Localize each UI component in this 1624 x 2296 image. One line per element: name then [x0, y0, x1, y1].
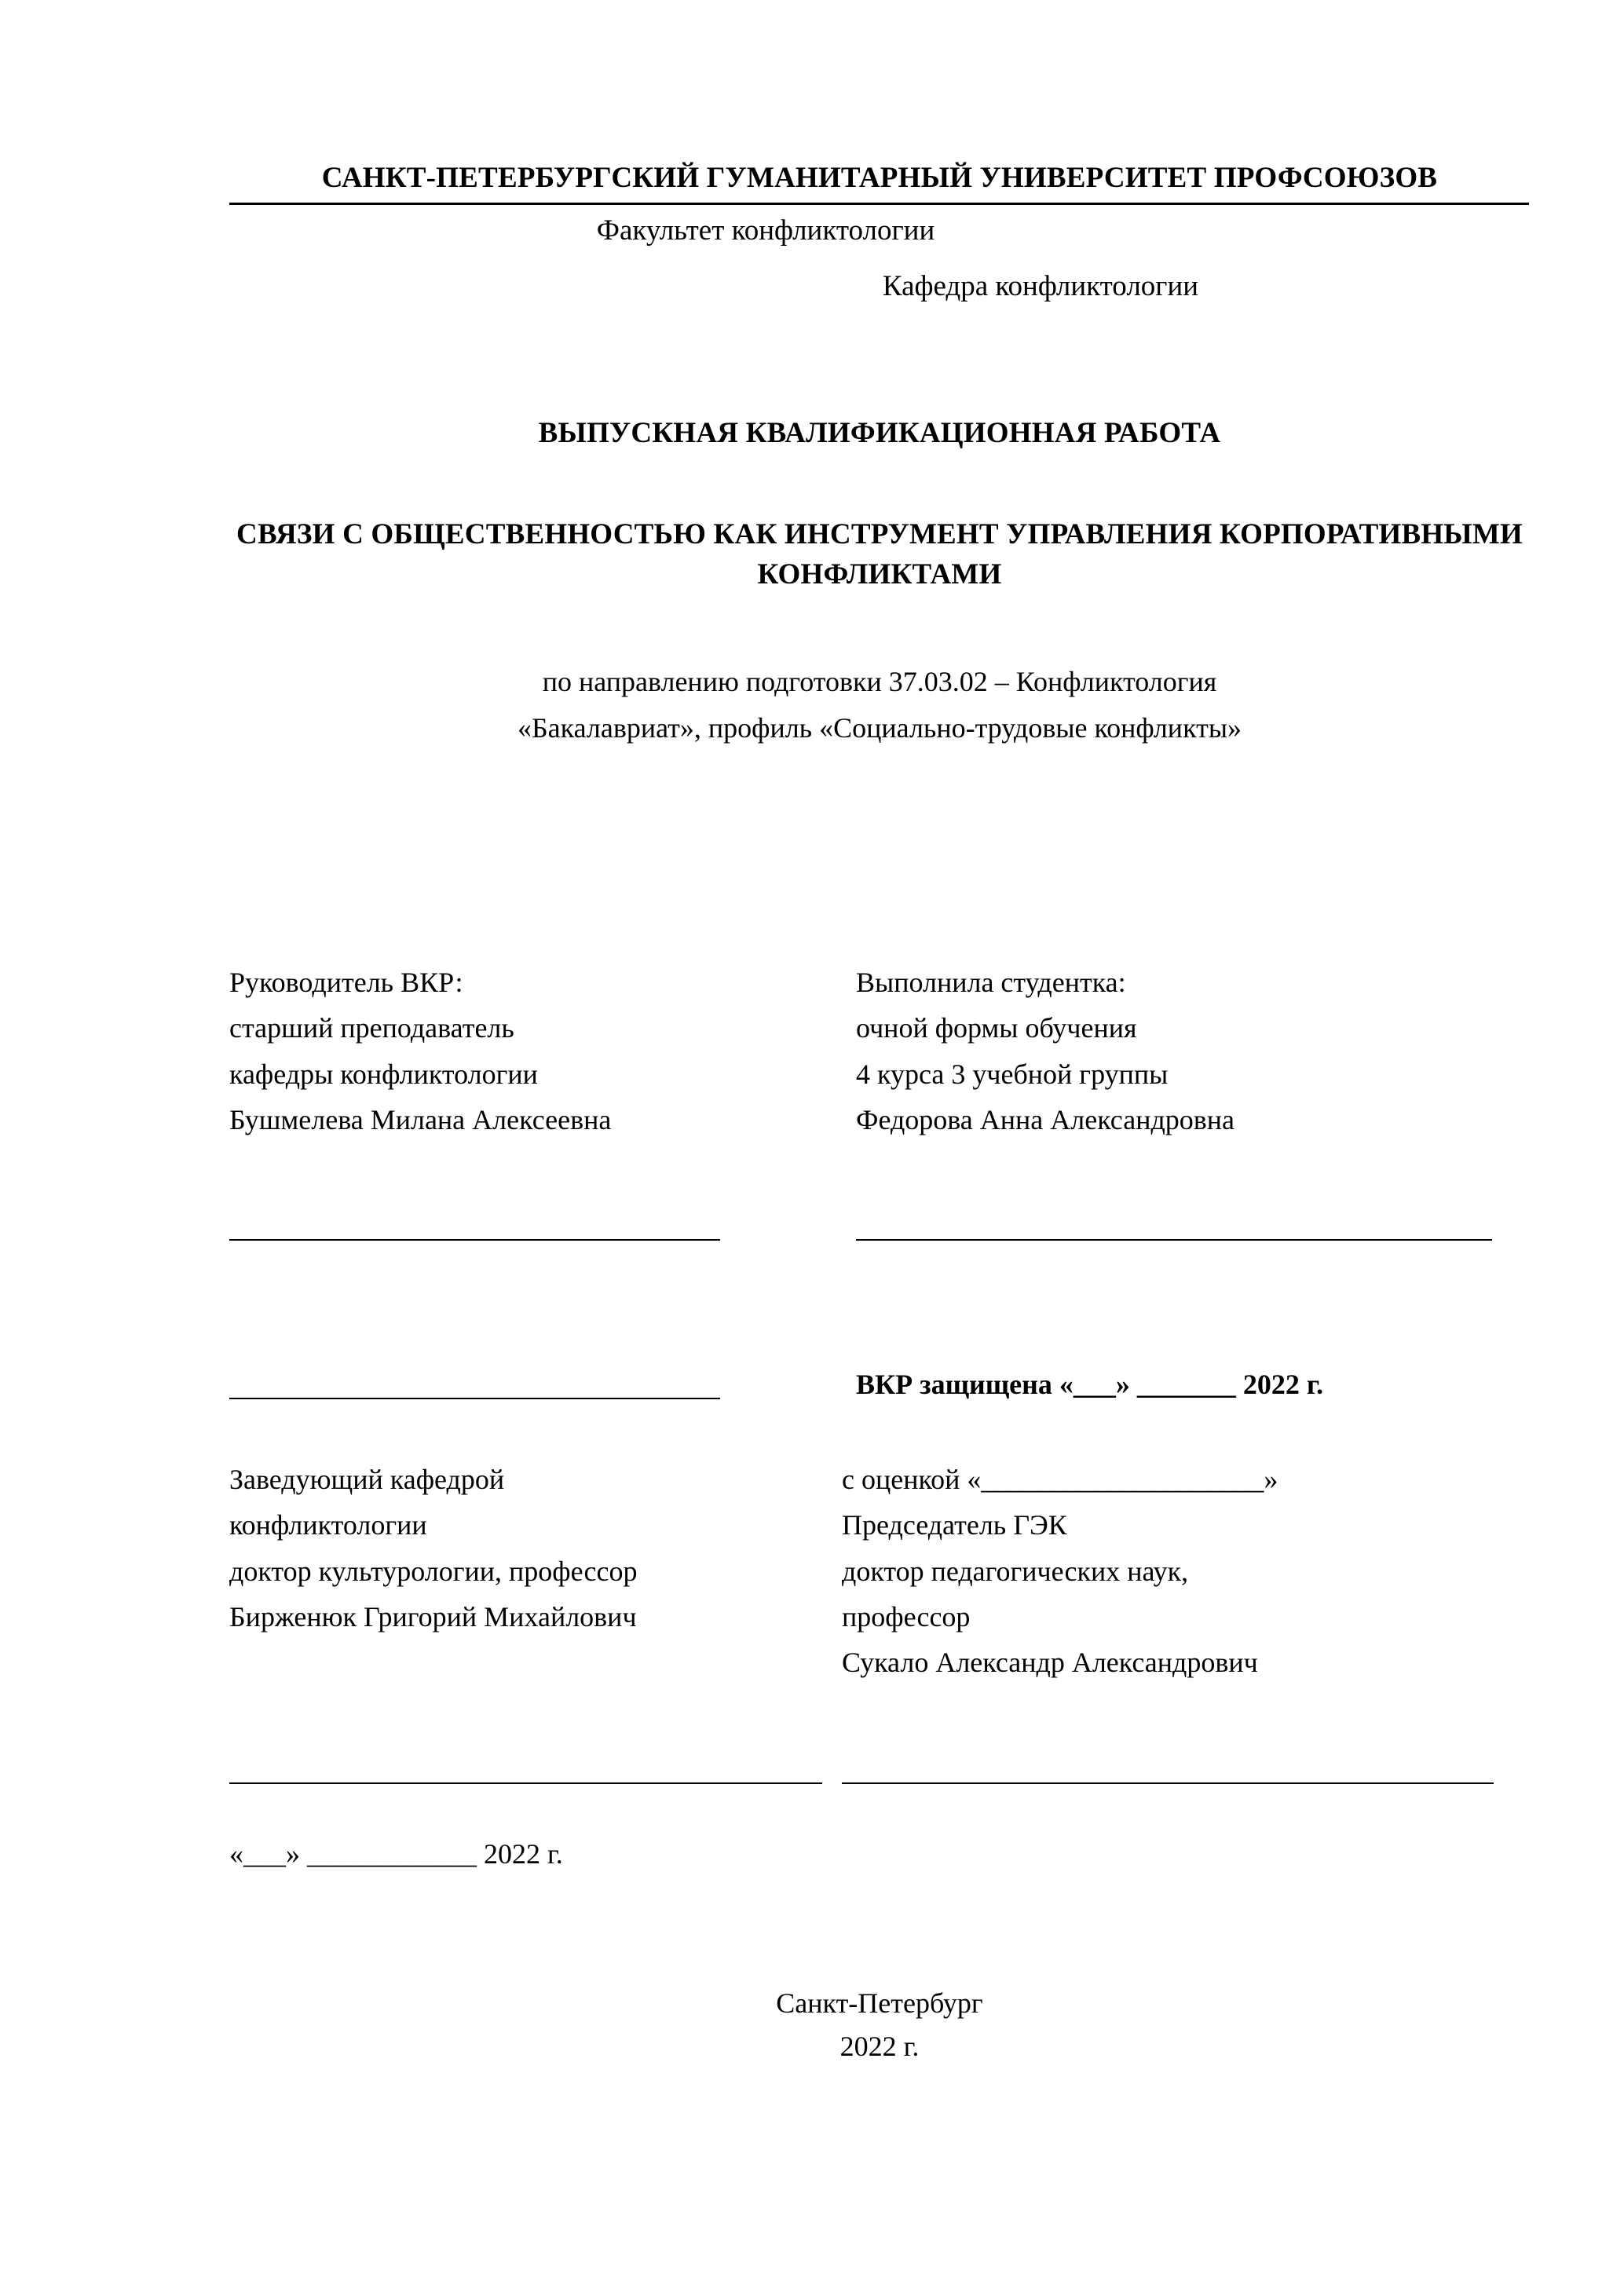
student-block — [856, 960, 1523, 1143]
city-name: Санкт-Петербург — [776, 1987, 983, 2019]
head-department: конфликтологии — [229, 1509, 427, 1541]
chair-degree-second-line: профессор — [842, 1600, 971, 1632]
signature-line-head — [229, 1398, 720, 1399]
header-divider — [229, 203, 1529, 205]
university-name: САНКТ-ПЕТЕРБУРГСКИЙ ГУМАНИТАРНЫЙ УНИВЕРСИТЕТ ПРОФСОЮЗОВ — [321, 162, 1438, 194]
head-of-department-block — [229, 1457, 826, 1640]
supervisor-role: Руководитель ВКР: — [229, 967, 463, 998]
footer-date-line: «___» ____________ 2022 г. — [229, 1838, 563, 1870]
thesis-title: СВЯЗИ С ОБЩЕСТВЕННОСТЬЮ КАК ИНСТРУМЕНТ УПРАВЛЕНИЯ КОРПОРАТИВНЫМИ КОНФЛИКТАМИ — [236, 518, 1523, 591]
head-name: Бирженюк Григорий Михайлович — [229, 1600, 637, 1632]
head-role: Заведующий кафедрой — [229, 1464, 505, 1495]
program-direction: по направлению подготовки 37.03.02 – Конфликтология — [542, 666, 1217, 697]
year: 2022 г. — [839, 2031, 920, 2062]
signature-line-chair — [842, 1782, 1494, 1784]
defense-date-line: ВКР защищена «___» _______ 2022 г. — [856, 1369, 1324, 1400]
program-profile: «Бакалавриат», профиль «Социально-трудовые конфликты» — [517, 712, 1242, 744]
commission-block — [842, 1457, 1533, 1686]
supervisor-department: кафедры конфликтологии — [229, 1058, 538, 1090]
department-name: Кафедра конфликтологии — [882, 270, 1199, 302]
chair-role: Председатель ГЭК — [842, 1509, 1067, 1541]
supervisor-position: старший преподаватель — [229, 1012, 514, 1044]
student-role: Выполнила студентка: — [856, 967, 1126, 998]
faculty-name: Факультет конфликтологии — [596, 214, 935, 247]
student-name: Федорова Анна Александровна — [856, 1103, 1235, 1135]
grade-line: с оценкой «____________________» — [842, 1464, 1278, 1495]
document-type: ВЫПУСКНАЯ КВАЛИФИКАЦИОННАЯ РАБОТА — [538, 417, 1221, 449]
supervisor-block — [229, 960, 826, 1143]
chair-degree: доктор педагогических наук, — [842, 1555, 1189, 1587]
head-degree: доктор культурологии, профессор — [229, 1555, 638, 1587]
signature-line-supervisor — [229, 1239, 720, 1241]
chair-name: Сукало Александр Александрович — [842, 1647, 1258, 1679]
supervisor-name: Бушмелева Милана Алексеевна — [229, 1103, 612, 1135]
student-form: очной формы обучения — [856, 1012, 1137, 1044]
signature-line-head-bottom — [229, 1782, 822, 1784]
signature-line-student — [856, 1239, 1492, 1241]
student-group: 4 курса 3 учебной группы — [856, 1058, 1169, 1090]
